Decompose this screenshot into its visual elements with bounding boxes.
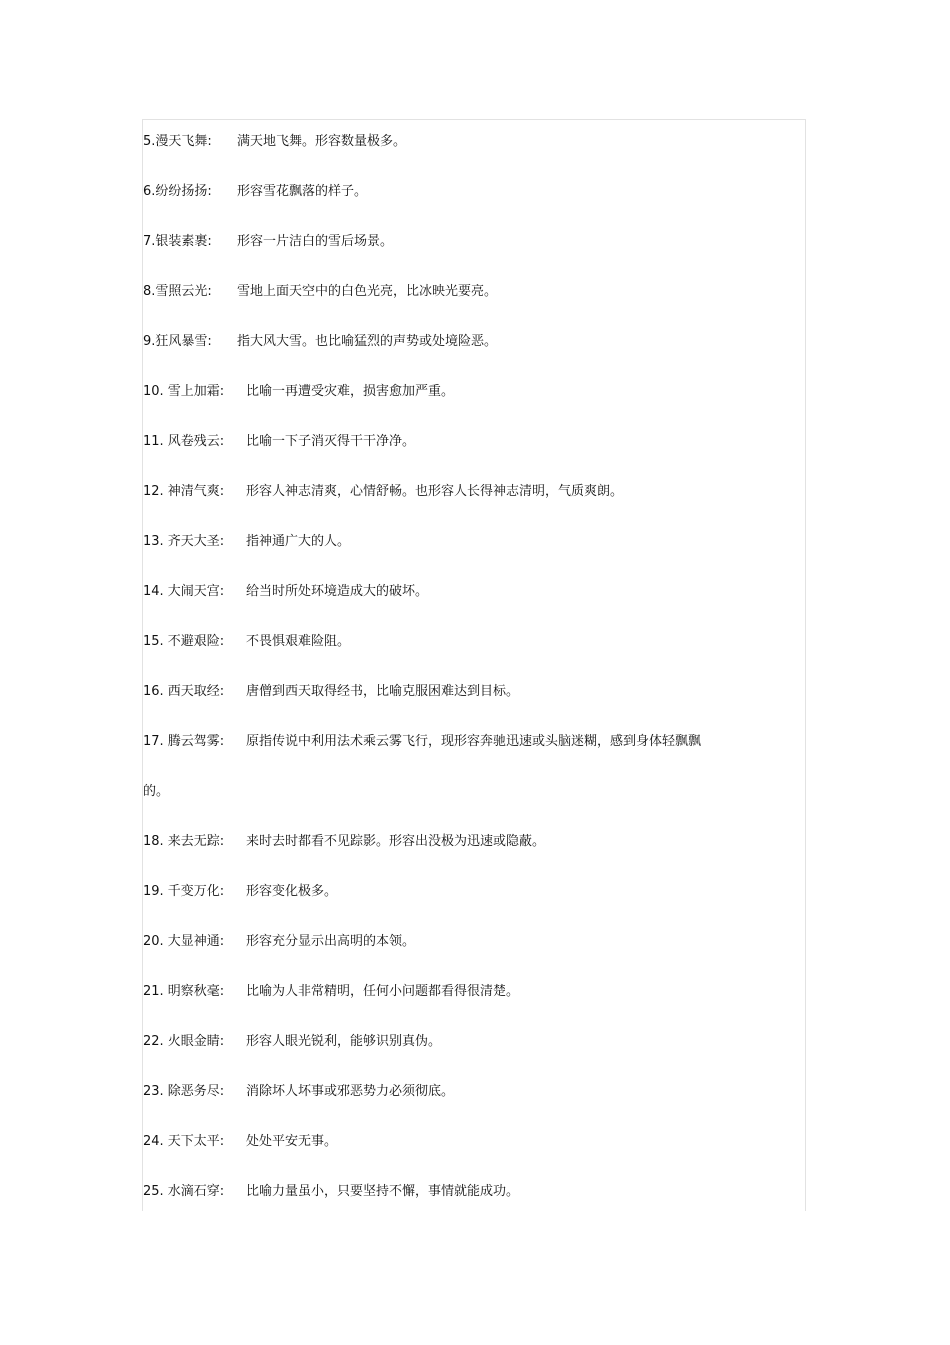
idiom-term: 13. 齐天大圣: [143,534,225,549]
list-item [143,731,783,831]
list-item [143,381,783,431]
idiom-definition: 比喻力量虽小，只要坚持不懈，事情就能成功。 [246,1184,520,1199]
list-item [143,981,783,1031]
idiom-definition: 形容一片洁白的雪后场景。 [237,234,394,249]
idiom-term: 21. 明察秋毫: [143,984,225,999]
list-item [143,1131,783,1181]
idiom-term: 12. 神清气爽: [143,484,225,499]
idiom-definition: 不畏惧艰难险阻。 [246,634,351,649]
idiom-term: 16. 西天取经: [143,684,225,699]
list-item [143,281,783,331]
idiom-definition: 雪地上面天空中的白色光亮，比冰映光要亮。 [237,284,498,299]
idiom-term: 14. 大闹天宫: [143,584,225,599]
list-item [143,1081,783,1131]
list-item [143,631,783,681]
list-item [143,931,783,981]
idiom-term: 5.漫天飞舞: [143,134,212,149]
idiom-definition: 原指传说中利用法术乘云雾飞行，现形容奔驰迅速或头脑迷糊，感到身体轻飘飘 [246,734,702,749]
idiom-term: 19. 千变万化: [143,884,225,899]
list-item [143,181,783,231]
idiom-definition-continuation: 的。 [143,784,170,799]
list-item [143,881,783,931]
list-item [143,1031,783,1081]
idiom-term: 25. 水滴石穿: [143,1184,225,1199]
idiom-term: 6.纷纷扬扬: [143,184,212,199]
idiom-term: 11. 风卷残云: [143,434,225,449]
idiom-term: 7.银装素裹: [143,234,212,249]
idiom-definition: 比喻一再遭受灾难，损害愈加严重。 [246,384,455,399]
idiom-definition: 指神通广大的人。 [246,534,351,549]
idiom-definition: 形容充分显示出高明的本领。 [246,934,416,949]
idiom-definition: 满天地飞舞。形容数量极多。 [237,134,407,149]
idiom-term: 20. 大显神通: [143,934,225,949]
list-item [143,231,783,281]
idiom-definition: 比喻一下子消灭得干干净净。 [246,434,416,449]
idiom-term: 24. 天下太平: [143,1134,225,1149]
list-item [143,831,783,881]
idiom-definition: 形容人眼光锐利，能够识别真伪。 [246,1034,442,1049]
idiom-definition: 指大风大雪。也比喻猛烈的声势或处境险恶。 [237,334,498,349]
list-item [143,581,783,631]
idiom-term: 17. 腾云驾雾: [143,734,225,749]
list-item [143,431,783,481]
idiom-definition: 形容变化极多。 [246,884,338,899]
idiom-definition: 形容人神志清爽，心情舒畅。也形容人长得神志清明，气质爽朗。 [246,484,624,499]
list-item [143,681,783,731]
idiom-list [143,131,783,1231]
idiom-term: 15. 不避艰险: [143,634,225,649]
idiom-definition: 唐僧到西天取得经书，比喻克服困难达到目标。 [246,684,520,699]
idiom-definition: 形容雪花飘落的样子。 [237,184,368,199]
list-item [143,131,783,181]
idiom-term: 10. 雪上加霜: [143,384,225,399]
idiom-term: 18. 来去无踪: [143,834,225,849]
idiom-definition: 处处平安无事。 [246,1134,338,1149]
idiom-definition: 消除坏人坏事或邪恶势力必须彻底。 [246,1084,455,1099]
idiom-definition: 来时去时都看不见踪影。形容出没极为迅速或隐蔽。 [246,834,546,849]
list-item [143,1181,783,1231]
idiom-term: 9.狂风暴雪: [143,334,212,349]
list-item [143,331,783,381]
idiom-definition: 比喻为人非常精明，任何小问题都看得很清楚。 [246,984,520,999]
idiom-term: 22. 火眼金睛: [143,1034,225,1049]
idiom-term: 23. 除恶务尽: [143,1084,225,1099]
list-item [143,531,783,581]
idiom-term: 8.雪照云光: [143,284,212,299]
list-item [143,481,783,531]
idiom-definition: 给当时所处环境造成大的破坏。 [246,584,429,599]
